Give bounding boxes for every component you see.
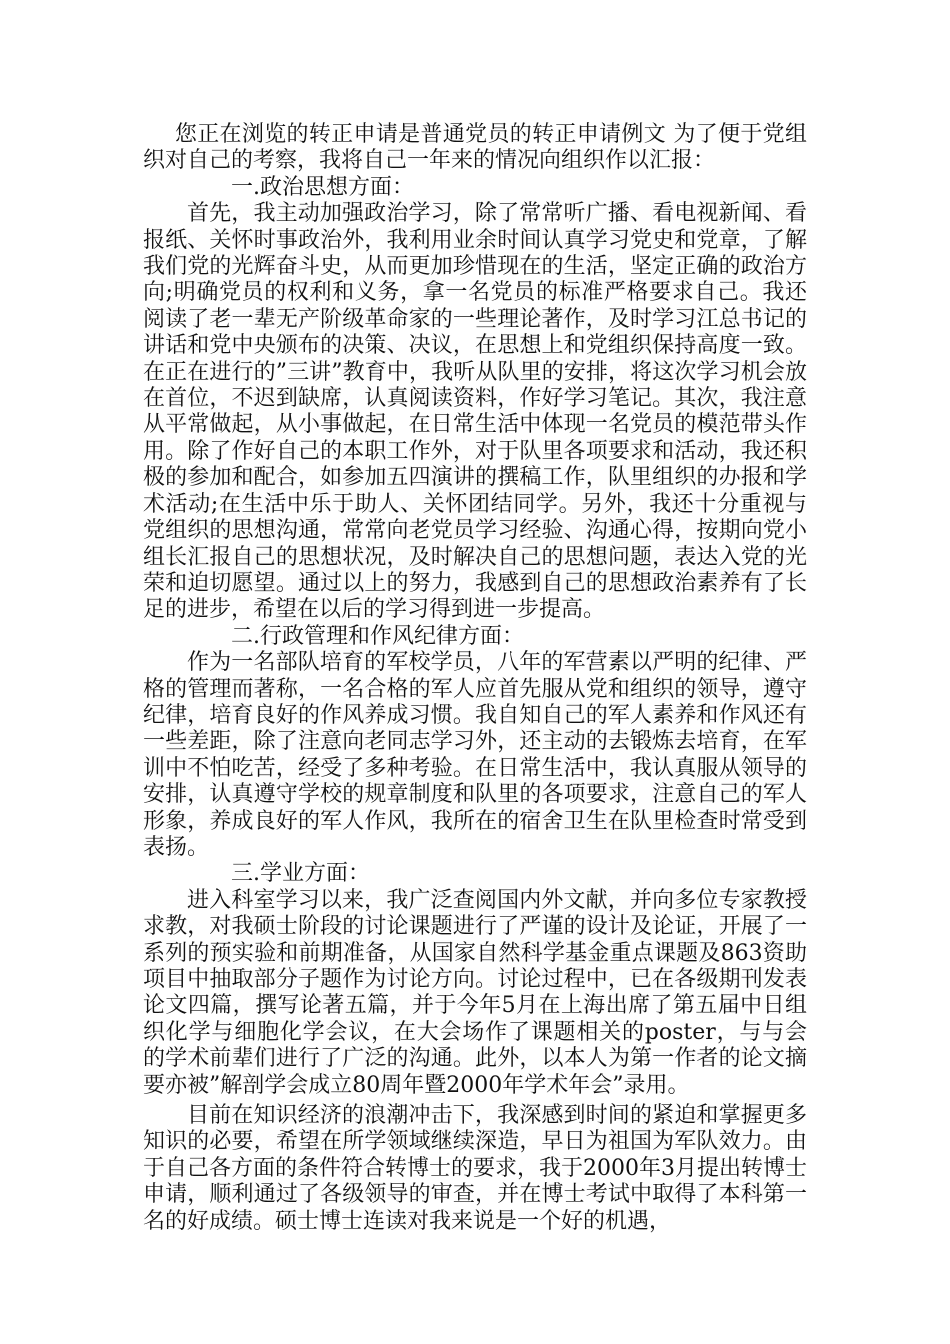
intro-paragraph: 您正在浏览的转正申请是普通党员的转正申请例文 为了便于党组织对自己的考察，我将自己一年来的情况向组织作以汇报： (143, 122, 807, 174)
section-body-discipline: 作为一名部队培育的军校学员，八年的军营素以严明的纪律、严格的管理而著称，一名合格的军人应首先服从党和组织的领导，遵守纪律，培育良好的作风养成习惯。我自知自己的军人素养和作风还有一些差距，除了注意向老同志学习外，还主动的去锻炼去培育，在军训中不怕吃苦，经受了多种考验。在日常生活中，我认真服从领导的安排，认真遵守学校的规章制度和队里的各项要求，注意自己的军人形象，养成良好的军人作风，我所在的宿舍卫生在队里检查时常受到表扬。 (143, 650, 807, 860)
section-heading-discipline: 二.行政管理和作风纪律方面： (231, 623, 524, 649)
document-body (143, 122, 807, 1235)
section-body-political: 首先，我主动加强政治学习，除了常常听广播、看电视新闻、看报纸、关怀时事政治外，我利用业余时间认真学习党史和党章，了解我们党的光辉奋斗史，从而更加珍惜现在的生活，坚定正确的政治方向;明确党员的权利和义务，拿一名党员的标准严格要求自己。我还阅读了老一辈无产阶级革命家的一些理论著作，及时学习江总书记的讲话和党中央颁布的决策、决议，在思想上和党组织保持高度一致。在正在进行的”三讲”教育中，我听从队里的安排，将这次学习机会放在首位，不迟到缺席，认真阅读资料，作好学习笔记。其次，我注意从平常做起，从小事做起，在日常生活中体现一名党员的模范带头作用。除了作好自己的本职工作外，对于队里各项要求和活动，我还积极的参加和配合，如参加五四演讲的撰稿工作，队里组织的办报和学术活动;在生活中乐于助人、关怀团结同学。另外，我还十分重视与党组织的思想沟通，常常向老党员学习经验、沟通心得，按期向党小组长汇报自己的思想状况，及时解决自己的思想问题，表达入党的光荣和迫切愿望。通过以上的努力，我感到自己的思想政治素养有了长足的进步，希望在以后的学习得到进一步提高。 (143, 201, 807, 623)
section-heading-political: 一.政治思想方面： (231, 174, 414, 200)
section-body-academic: 进入科室学习以来，我广泛查阅国内外文献，并向多位专家教授求教，对我硕士阶段的讨论课题进行了严谨的设计及论证，开展了一系列的预实验和前期准备，从国家自然科学基金重点课题及863资助项目中抽取部分子题作为讨论方向。讨论过程中，已在各级期刊发表论文四篇，撰写论著五篇，并于今年5月在上海出席了第五届中日组织化学与细胞化学会议，在大会场作了课题相关的poster，与与会的学术前辈们进行了广泛的沟通。此外，以本人为第一作者的论文摘要亦被”解剖学会成立80周年暨2000年学术年会”录用。 (143, 887, 807, 1098)
section-heading-academic: 三.学业方面： (231, 861, 370, 887)
closing-paragraph: 目前在知识经济的浪潮冲击下，我深感到时间的紧迫和掌握更多知识的必要，希望在所学领域继续深造，早日为祖国为军队效力。由于自己各方面的条件符合转博士的要求，我于2000年3月提出转博士申请，顺利通过了各级领导的审查，并在博士考试中取得了本科第一名的好成绩。硕士博士连读对我来说是一个好的机遇， (143, 1103, 807, 1234)
